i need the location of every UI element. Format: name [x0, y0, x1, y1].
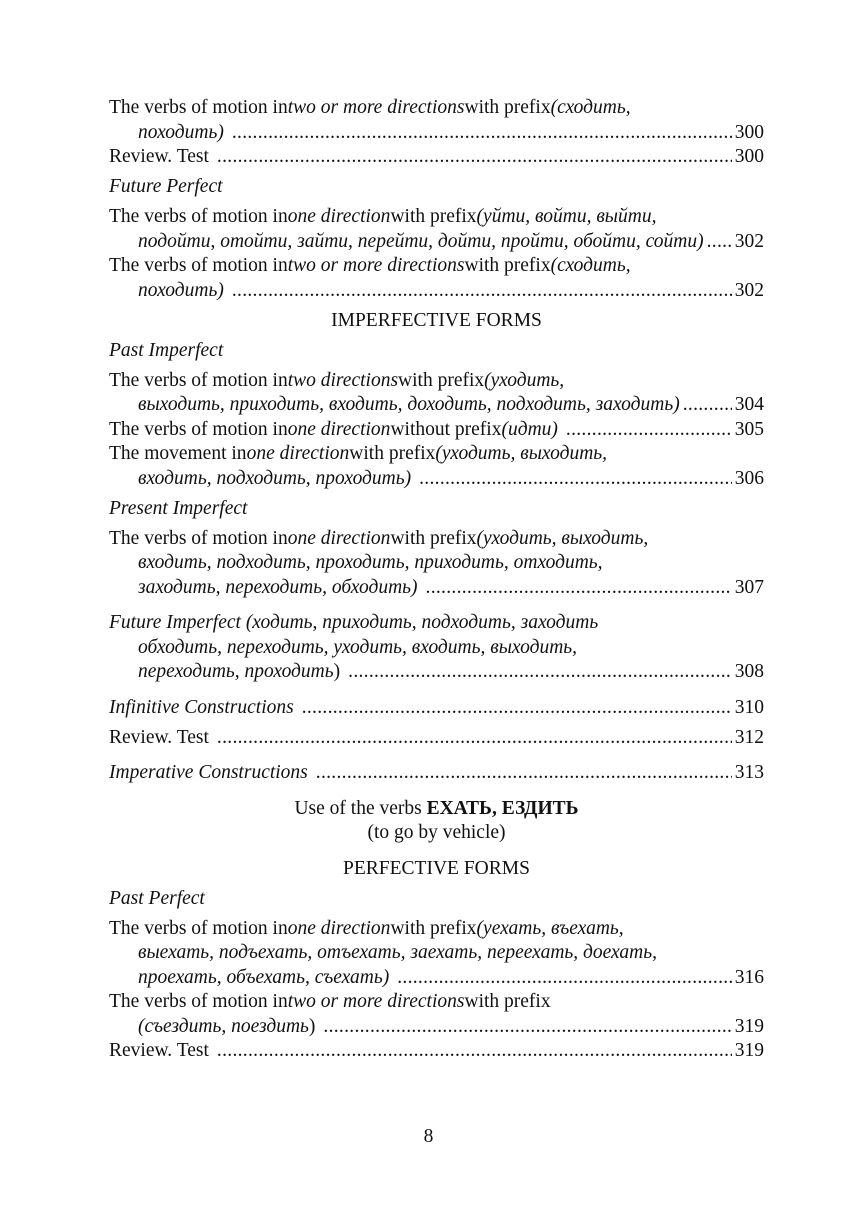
- toc-entry[interactable]: Review. Test ..... 300: [109, 145, 764, 170]
- subsection-heading: Present Imperfect: [109, 497, 248, 519]
- page-number: 300: [734, 146, 764, 167]
- page-number: 307: [734, 576, 764, 598]
- toc-entry[interactable]: The movement in one direction with prefix (уходить, выходить, входить, подходить, проходить) ..... 306: [109, 442, 764, 491]
- toc-entry[interactable]: The verbs of motion in one direction with prefix (уйти, войти, выйти, подойти, отойти, зайти, перейти, дойти, пройти, обойти, сойти) ..... 302: [109, 205, 764, 254]
- page-number: 316: [734, 966, 764, 988]
- dot-leader: [426, 576, 732, 601]
- toc-entry[interactable]: Review. Test ..... 312: [109, 726, 764, 751]
- dot-leader: [217, 1039, 732, 1064]
- page-number: 310: [734, 696, 764, 718]
- page-number: 300: [734, 121, 764, 143]
- dot-leader: [348, 660, 732, 685]
- toc-entry[interactable]: The verbs of motion in two or more directions with prefix (сходить, походить) ..... 302: [109, 254, 764, 303]
- section-heading: PERFECTIVE FORMS: [343, 857, 530, 879]
- dot-leader: [566, 418, 732, 443]
- toc-entry[interactable]: The verbs of motion in two or more directions with prefix (съездить, поездить ) ..... 319: [109, 990, 764, 1039]
- section-heading: IMPERFECTIVE FORMS: [331, 309, 542, 331]
- subsection-heading: Past Perfect: [109, 887, 205, 909]
- page-number: 306: [734, 467, 764, 489]
- dot-leader: [419, 467, 732, 492]
- toc-entry[interactable]: The verbs of motion in one direction with prefix (уехать, въехать, выехать, подъехать, отъехать, заехать, переехать, доехать, проехать, объехать, съехать) ..... 316: [109, 917, 764, 991]
- subsection-heading: Past Imperfect: [109, 339, 224, 361]
- dot-leader: [397, 966, 732, 991]
- dot-leader: [323, 1015, 731, 1040]
- page-number: 302: [734, 279, 764, 301]
- dot-leader: [217, 145, 732, 170]
- toc-entry[interactable]: Review. Test ..... 319: [109, 1039, 764, 1064]
- dot-leader: [217, 726, 732, 751]
- dot-leader: [232, 121, 732, 146]
- page-number: 312: [734, 726, 764, 748]
- page-number: 308: [734, 661, 764, 682]
- page-footer-number: 8: [423, 1126, 434, 1147]
- toc-entry[interactable]: Future Imperfect (ходить, приходить, подходить, заходить обходить, переходить, уходить, входить, выходить, переходить, проходить ) ..... 308: [109, 611, 764, 685]
- toc-entry[interactable]: Imperative Constructions ..... 313: [109, 761, 764, 786]
- page-number: 319: [734, 1040, 764, 1061]
- page-number: 304: [734, 394, 764, 415]
- toc-entry[interactable]: The verbs of motion in two directions with prefix (уходить, выходить, приходить, входить, доходить, подходить, заходить) ..... 304: [109, 369, 764, 418]
- dot-leader: [683, 393, 732, 418]
- dot-leader: [302, 696, 732, 721]
- subsection-heading: Future Perfect: [109, 176, 223, 197]
- section-heading: Use of the verbs ЕХАТЬ, ЕЗДИТЬ: [294, 797, 579, 819]
- page-number: 305: [734, 418, 764, 440]
- toc-entry[interactable]: The verbs of motion in two or more directions with prefix (сходить, походить) ..... 300: [109, 96, 764, 145]
- page-number: 302: [734, 230, 764, 252]
- dot-leader: [707, 230, 732, 255]
- section-subtitle: (to go by vehicle): [367, 822, 506, 843]
- page-number: 319: [734, 1015, 764, 1037]
- toc-entry[interactable]: Infinitive Constructions ..... 310: [109, 696, 764, 721]
- dot-leader: [316, 761, 732, 786]
- page-number: 313: [734, 762, 764, 783]
- toc-entry[interactable]: The verbs of motion in one direction with prefix (уходить, выходить, входить, подходить, проходить, приходить, отходить, заходить, переходить, обходить) ..... 307: [109, 527, 764, 601]
- dot-leader: [232, 279, 732, 304]
- toc-entry[interactable]: The verbs of motion in one direction without prefix (идти) ..... 305: [109, 418, 764, 443]
- table-of-contents: [109, 96, 764, 1064]
